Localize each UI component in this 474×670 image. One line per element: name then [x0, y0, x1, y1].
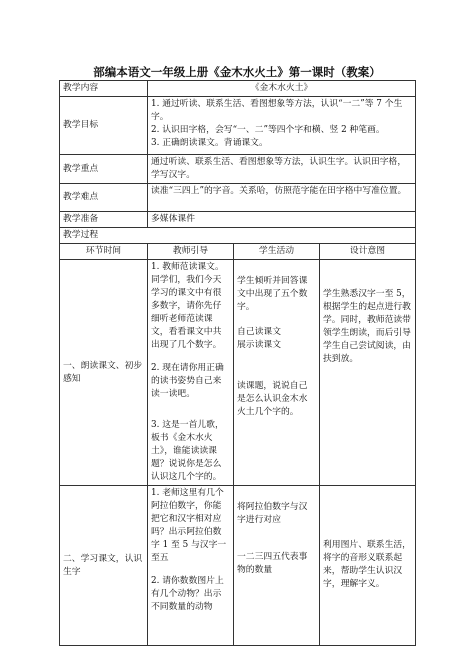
process-label: 教学过程	[60, 228, 416, 244]
design-intent-2	[320, 486, 416, 646]
difficult-points-value: 读准“三四上”的字音。关系哈，仿照范字能在田字格中写准位置。	[148, 184, 416, 212]
intent-text: 学生熟悉汉字一至 5，根据学生的起点进行教学。同时，教师范读带领学生朗读，而后引导学生自己尝试阅读，由扶到放。	[323, 289, 411, 364]
stage-1: 一、朗读课文、初步感知	[60, 260, 148, 486]
student-step: 一二三四五代表事物的数量	[237, 552, 308, 575]
teacher-guide-2	[148, 486, 234, 646]
student-step: 读课题，说说自己是怎么认识金木水火土几个字的。	[237, 381, 308, 417]
header-stage: 环节时间	[60, 244, 148, 260]
header-teacher: 教师引导	[148, 244, 234, 260]
goal-item: 3. 正确朗读课文。背诵课文。	[151, 138, 268, 148]
key-points-value: 通过听读、联系生活、看图想象等方法，认识生字。认识田字格，学写汉字。	[148, 155, 416, 184]
content-value: 《金木水火土》	[148, 81, 416, 97]
goal-item: 2. 认识田字格，会写“一、二”等四个字和横、竖 2 种笔画。	[151, 125, 385, 135]
goals-label: 教学目标	[60, 97, 148, 155]
difficult-points-label: 教学难点	[60, 184, 148, 212]
teacher-step: 2. 现在请你用正确的读书姿势自己来读一读吧。	[151, 363, 224, 399]
student-activity-2	[234, 486, 320, 646]
teacher-step: 1. 老师这里有几个阿拉伯数字，你能把它和汉字相对应吗？出示阿拉伯数字 1 至 5 与汉字一至五	[151, 488, 227, 563]
lesson-plan-table	[59, 80, 416, 646]
teacher-guide-1	[148, 260, 234, 486]
design-intent-1	[320, 260, 416, 486]
page-title: 部编本语文一年级上册《金木水火土》第一课时（教案）	[93, 65, 381, 79]
content-label: 教学内容	[60, 81, 148, 97]
intent-text: 利用图片、联系生活，将字的音形义联系起来，帮助学生认识汉字，理解字义。	[323, 540, 411, 589]
teacher-step: 2. 请你数数图片上有几个动物？出示不同数量的动物	[151, 576, 224, 612]
stage-2: 二、学习课文，认识生字	[60, 486, 148, 646]
student-step: 将阿拉伯数字与汉字进行对应	[237, 502, 308, 525]
preparation-value: 多媒体课件	[148, 212, 416, 228]
preparation-label: 教学准备	[60, 212, 148, 228]
goals-value	[148, 97, 416, 155]
goal-item: 1. 通过听读、联系生活、看图想象等方法，认识“一二”等 7 个生字。	[151, 99, 403, 122]
student-step: 学生倾听并回答课文中出现了五个数字。	[237, 276, 308, 312]
student-step: 自己读课文 展示读课文	[237, 327, 281, 350]
header-student: 学生活动	[234, 244, 320, 260]
header-intent: 设计意图	[320, 244, 416, 260]
student-activity-1	[234, 260, 320, 486]
teacher-step: 3. 这是一首儿歌，板书《金木水火土》，谁能读读课题？说说你是怎么认识这几个字的。	[151, 420, 224, 482]
teacher-step: 1. 教师范读课文。同学们，我们今天学习的课文中有很多数字，请你先仔细听老师范读课文，看看课文中共出现了几个数字。	[151, 262, 224, 350]
key-points-label: 教学重点	[60, 155, 148, 184]
